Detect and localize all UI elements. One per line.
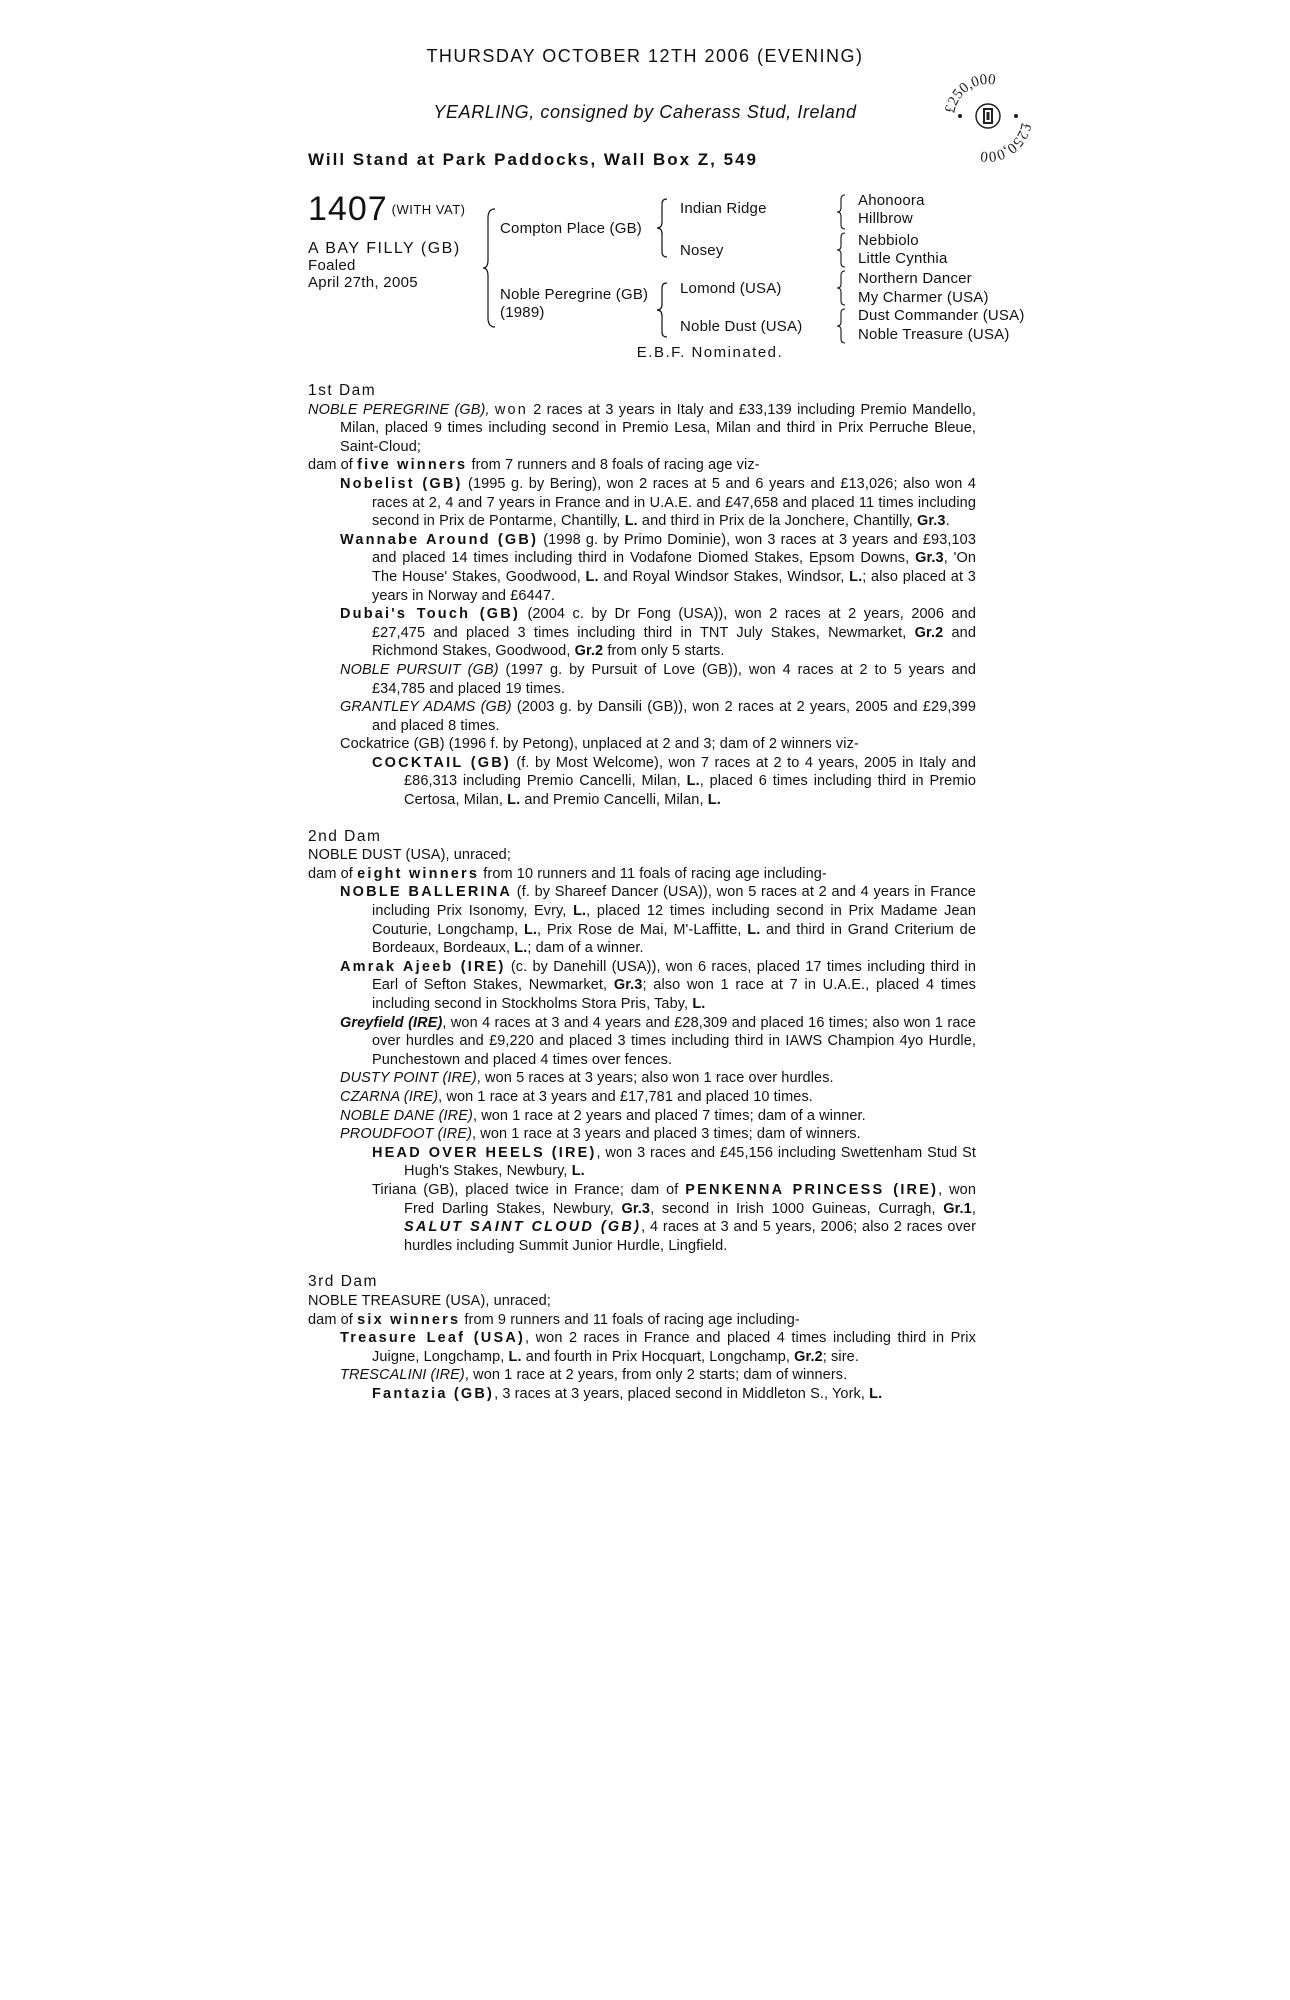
produce-entry: Treasure Leaf (USA), won 2 races in France and placed 4 times including third in Prix Juigne, Longchamp, L. and fourth in Prix Hocquart, Longchamp, Gr.2; sire.	[340, 1330, 976, 1365]
pedigree-sire-dam: Nosey	[680, 242, 724, 259]
pedigree-sire-sire: Indian Ridge	[680, 200, 767, 217]
second-dam-intro: NOBLE DUST (USA), unraced;	[308, 847, 511, 864]
pedigree-g6: My Charmer (USA)	[858, 289, 989, 306]
produce-entry: Greyfield (IRE), won 4 races at 3 and 4 years and £28,309 and placed 16 times; also won 1 race over hurdles and £9,220 and placed 3 times including third in IAWS Champion 4yo Hurdle, Punchestown and placed 4 times over fences.	[340, 1014, 976, 1068]
produce-entry: GRANTLEY ADAMS (GB) (2003 g. by Dansili (GB)), won 2 races at 2 years, 2005 and £29,399 and placed 8 times.	[340, 699, 976, 734]
pedigree-g2: Hillbrow	[858, 210, 913, 227]
pedigree-dam-year: (1989)	[500, 304, 545, 321]
svg-text:£250,000: £250,000	[979, 121, 1034, 164]
produce-entry: Nobelist (GB) (1995 g. by Bering), won 2 races at 5 and 6 years and £13,026; also won 4 races at 2, 4 and 7 years in France and in U.A.E. and £47,658 and placed 11 times including second in Prix de Pontarme, Chantilly, L. and third in Prix de la Jonchere, Chantilly, Gr.3.	[340, 475, 976, 530]
produce-entry: Tiriana (GB), placed twice in France; dam of PENKENNA PRINCESS (IRE), won Fred Darling Stakes, Newbury, Gr.3, second in Irish 1000 Guineas, Curragh, Gr.1, SALUT SAINT CLOUD (GB), 4 races at 3 and 5 years, 2006; also 2 races over hurdles including Summit Junior Hurdle, Lingfield.	[372, 1181, 976, 1254]
produce-entry: Fantazia (GB), 3 races at 3 years, placed second in Middleton S., York, L.	[372, 1385, 883, 1402]
pedigree-g5: Northern Dancer	[858, 270, 972, 287]
svg-text:£250,000: £250,000	[942, 71, 997, 115]
pedigree-g4: Little Cynthia	[858, 250, 948, 267]
ebf-nominated: E.B.F. Nominated.	[636, 344, 784, 361]
pedigree-g7: Dust Commander (USA)	[858, 307, 1025, 324]
second-dam-heading: 2nd Dam	[308, 827, 382, 845]
pedigree-brace-g4	[836, 308, 846, 344]
pedigree-g8: Noble Treasure (USA)	[858, 326, 1010, 343]
produce-entry: Wannabe Around (GB) (1998 g. by Primo Dominie), won 3 races at 3 years and £93,103 and placed 14 times including third in Vodafone Diomed Stakes, Epsom Downs, Gr.3, 'On The House' Stakes, Goodwood, L. and Royal Windsor Stakes, Windsor, L.; also placed at 3 years in Norway and £6447.	[340, 531, 976, 604]
pedigree-brace-g2	[836, 232, 846, 268]
pedigree-dam-dam: Noble Dust (USA)	[680, 318, 803, 335]
lot-number: 1407 (WITH VAT)	[308, 190, 466, 228]
first-dam-produce-summary: dam of five winners from 7 runners and 8 foals of racing age viz-	[308, 457, 760, 474]
pedigree-brace-dam	[656, 282, 668, 338]
pedigree-dam-sire: Lomond (USA)	[680, 280, 782, 297]
pedigree-g3: Nebbiolo	[858, 232, 919, 249]
pedigree-brace-g3	[836, 270, 846, 306]
third-dam-produce-summary: dam of six winners from 9 runners and 11 foals of racing age including-	[308, 1311, 800, 1328]
produce-entry: HEAD OVER HEELS (IRE), won 3 races and £45,156 including Swettenham Stud St Hugh's Stakes, Newbury, L.	[372, 1144, 976, 1180]
produce-entry: NOBLE BALLERINA (f. by Shareef Dancer (USA)), won 5 races at 2 and 4 years in France including Prix Isonomy, Evry, L., placed 12 times including second in Prix Madame Jean Couturie, Longchamp, L., Prix Rose de Mai, M'-Laffitte, L. and third in Grand Criterium de Bordeaux, Bordeaux, L.; dam of a winner.	[340, 884, 977, 957]
third-dam-heading: 3rd Dam	[308, 1273, 378, 1291]
produce-entry: PROUDFOOT (IRE), won 1 race at 3 years and placed 3 times; dam of winners.	[340, 1126, 861, 1143]
stand-location: Will Stand at Park Paddocks, Wall Box Z, 549	[308, 150, 758, 169]
second-dam-produce-summary: dam of eight winners from 10 runners and 11 foals of racing age including-	[308, 865, 827, 882]
produce-entry: CZARNA (IRE), won 1 race at 3 years and £17,781 and placed 10 times.	[340, 1088, 813, 1105]
produce-entry: Amrak Ajeeb (IRE) (c. by Danehill (USA)), won 6 races, placed 17 times including third in Earl of Sefton Stakes, Newmarket, Gr.3; also won 1 race at 7 in U.A.E., placed 4 times including second in Stockholms Stora Pris, Taby, L.	[340, 958, 977, 1012]
lot-description: A BAY FILLY (GB) Foaled April 27th, 2005	[308, 240, 461, 291]
pedigree-brace-sire	[656, 198, 668, 258]
produce-entry: COCKTAIL (GB) (f. by Most Welcome), won 7 races at 2 to 4 years, 2005 in Italy and £86,313 including Premio Cancelli, Milan, L., placed 6 times including third in Premio Certosa, Milan, L. and Premio Cancelli, Milan, L.	[372, 754, 977, 809]
produce-entry: NOBLE DANE (IRE), won 1 race at 2 years and placed 7 times; dam of a winner.	[340, 1107, 866, 1124]
pedigree-brace-g1	[836, 194, 846, 230]
first-dam-intro: NOBLE PEREGRINE (GB), won 2 races at 3 years in Italy and £33,139 including Premio Mandello, Milan, placed 9 times including second in Premio Lesa, Milan and third in Prix Perruche Bleue, Saint-Cloud;	[308, 401, 976, 455]
pedigree-brace-main	[482, 208, 496, 328]
price-seal-icon	[940, 68, 1036, 164]
pedigree-sire: Compton Place (GB)	[500, 220, 642, 237]
produce-entry: DUSTY POINT (IRE), won 5 races at 3 years; also won 1 race over hurdles.	[340, 1070, 834, 1087]
produce-entry: Cockatrice (GB) (1996 f. by Petong), unplaced at 2 and 3; dam of 2 winners viz-	[340, 736, 859, 753]
produce-entry: Dubai's Touch (GB) (2004 c. by Dr Fong (USA)), won 2 races at 2 years, 2006 and £27,475 and placed 3 times including third in TNT July Stakes, Newmarket, Gr.2 and Richmond Stakes, Goodwood, Gr.2 from only 5 starts.	[340, 606, 976, 660]
produce-entry: TRESCALINI (IRE), won 1 race at 2 years, from only 2 starts; dam of winners.	[340, 1367, 848, 1384]
third-dam-intro: NOBLE TREASURE (USA), unraced;	[308, 1292, 551, 1309]
first-dam-heading: 1st Dam	[308, 382, 377, 399]
pedigree-dam: Noble Peregrine (GB)	[500, 286, 649, 303]
sale-date-line: THURSDAY OCTOBER 12TH 2006 (EVENING)	[426, 46, 864, 66]
produce-record	[308, 382, 976, 1403]
consignment-line: YEARLING, consigned by Caherass Stud, Ireland	[433, 102, 857, 122]
pedigree-g1: Ahonoora	[858, 192, 925, 209]
produce-entry: NOBLE PURSUIT (GB) (1997 g. by Pursuit of Love (GB)), won 4 races at 2 to 5 years and £34,785 and placed 19 times.	[340, 661, 976, 697]
